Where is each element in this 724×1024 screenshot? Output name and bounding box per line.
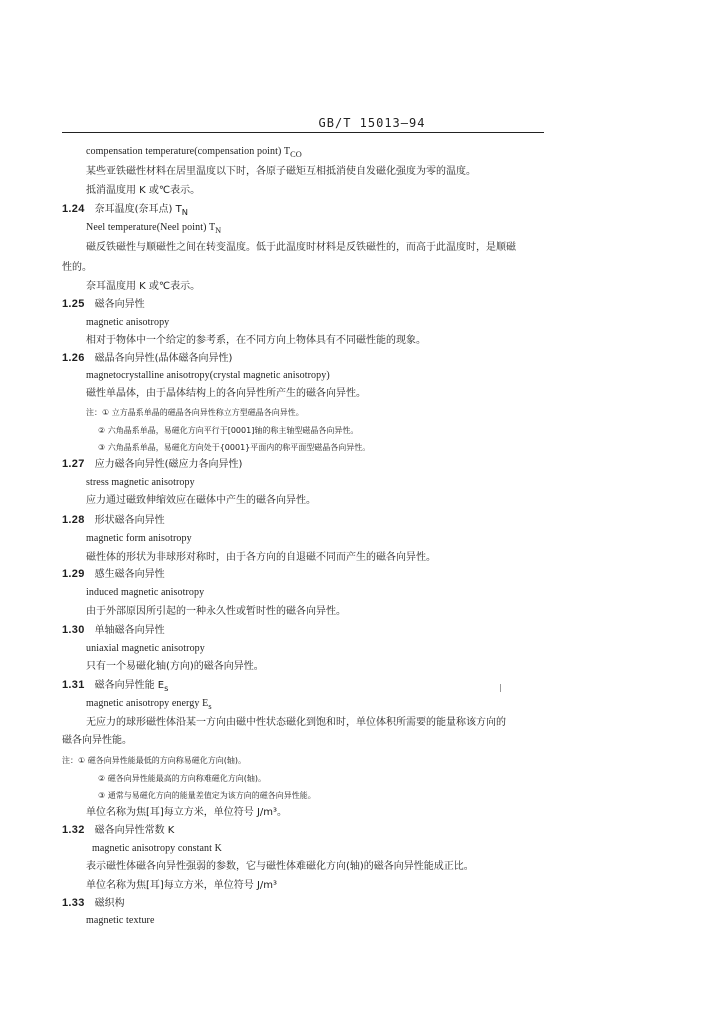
term-unit: 奈耳温度用 K 或℃表示。	[86, 281, 201, 292]
term-heading	[62, 203, 188, 218]
term-english: uniaxial magnetic anisotropy	[86, 643, 205, 654]
term-definition: 某些亚铁磁性材料在居里温度以下时，各原子磁矩互相抵消使自发磁化强度为零的温度。	[86, 166, 476, 177]
term-heading	[62, 679, 168, 694]
header-rule	[62, 132, 544, 133]
term-definition: 应力通过磁致伸缩效应在磁体中产生的磁各向异性。	[86, 495, 316, 506]
term-heading	[62, 458, 242, 471]
term-english: induced magnetic anisotropy	[86, 587, 205, 598]
term-number: 1.32	[62, 824, 85, 836]
term-title: 磁晶各向异性(晶体磁各向异性)	[94, 353, 233, 364]
term-number: 1.25	[62, 298, 85, 310]
term-definition: 表示磁性体磁各向异性强弱的参数，它与磁性体难磁化方向(轴)的磁各向异性能成正比。	[86, 861, 474, 872]
term-english: Neel temperature(Neel point) $T_N$	[86, 222, 222, 235]
term-number: 1.27	[62, 458, 85, 470]
term-title: 形状磁各向异性	[94, 515, 165, 526]
term-unit: 抵消温度用 K 或℃表示。	[86, 185, 201, 196]
term-english: stress magnetic anisotropy	[86, 477, 195, 488]
term-definition-cont: 性的。	[62, 262, 92, 273]
term-definition: 磁性单晶体，由于晶体结构上的各向异性所产生的磁各向异性。	[86, 388, 366, 399]
term-definition: 相对于物体中一个给定的参考系，在不同方向上物体具有不同磁性能的现象。	[86, 335, 426, 346]
term-heading	[62, 824, 174, 837]
term-heading	[62, 298, 145, 311]
term-title: 磁各向异性能 $E_s$	[94, 680, 169, 693]
scan-speck	[500, 684, 501, 692]
term-definition-cont: 磁各向异性能。	[62, 735, 132, 746]
term-definition: 只有一个易磁化轴(方向)的磁各向异性。	[86, 661, 264, 672]
term-number: 1.28	[62, 514, 85, 526]
term-heading	[62, 352, 232, 365]
term-number: 1.29	[62, 568, 85, 580]
term-number: 1.30	[62, 624, 85, 636]
term-heading	[62, 568, 165, 581]
term-note: 注：① 磁各向异性能最低的方向称易磁化方向(轴)。	[62, 756, 246, 765]
term-english: magnetic anisotropy constant K	[92, 843, 222, 854]
term-english: magnetic anisotropy	[86, 317, 170, 328]
term-note: ② 磁各向异性能最高的方向称难磁化方向(轴)。	[98, 774, 266, 783]
term-title: 应力磁各向异性(磁应力各向异性)	[94, 459, 243, 470]
term-english: magnetic texture	[86, 915, 155, 926]
term-note: ② 六角晶系单晶，易磁化方向平行于[0001]轴的称主轴型磁晶各向异性。	[98, 426, 359, 435]
term-definition: 磁性体的形状为非球形对称时，由于各方向的自退磁不同而产生的磁各向异性。	[86, 552, 436, 563]
term-english: magnetic anisotropy energy $E_s$	[86, 698, 212, 711]
term-title: 磁织构	[94, 898, 125, 909]
term-note: 注：① 立方晶系单晶的磁晶各向异性称立方型磁晶各向异性。	[86, 408, 304, 417]
term-english: compensation temperature(compensation point) $T_{CO}$	[86, 146, 302, 159]
term-title: 感生磁各向异性	[94, 569, 165, 580]
term-title: 磁各向异性	[94, 299, 145, 310]
term-heading	[62, 897, 125, 910]
term-english: magnetic form anisotropy	[86, 533, 192, 544]
term-unit: 单位名称为焦[耳]每立方米，单位符号 J/m³	[86, 880, 278, 891]
term-unit: 单位名称为焦[耳]每立方米，单位符号 J/m³。	[86, 807, 288, 818]
term-note: ③ 通常与易磁化方向的能量差值定为该方向的磁各向异性能。	[98, 791, 316, 800]
term-title: 单轴磁各向异性	[94, 625, 165, 636]
term-heading	[62, 624, 165, 637]
term-number: 1.24	[62, 203, 85, 215]
term-definition: 磁反铁磁性与顺磁性之间在转变温度。低于此温度时材料是反铁磁性的，而高于此温度时，是顺磁	[86, 242, 516, 253]
term-number: 1.26	[62, 352, 85, 364]
term-heading	[62, 514, 165, 527]
document-header: GB/T 15013—94	[318, 116, 426, 130]
term-definition: 由于外部原因所引起的一种永久性或暂时性的磁各向异性。	[86, 606, 346, 617]
term-number: 1.31	[62, 679, 85, 691]
term-definition: 无应力的球形磁性体沿某一方向由磁中性状态磁化到饱和时，单位体积所需要的能量称该方向的	[86, 717, 506, 728]
term-note: ③ 六角晶系单晶，易磁化方向处于{0001}平面内的称平面型磁晶各向异性。	[98, 443, 371, 452]
term-number: 1.33	[62, 897, 85, 909]
term-title: 奈耳温度(奈耳点) $T_N$	[94, 204, 188, 217]
term-title: 磁各向异性常数 K	[94, 825, 175, 836]
term-english: magnetocrystalline anisotropy(crystal magnetic anisotropy)	[86, 370, 330, 381]
